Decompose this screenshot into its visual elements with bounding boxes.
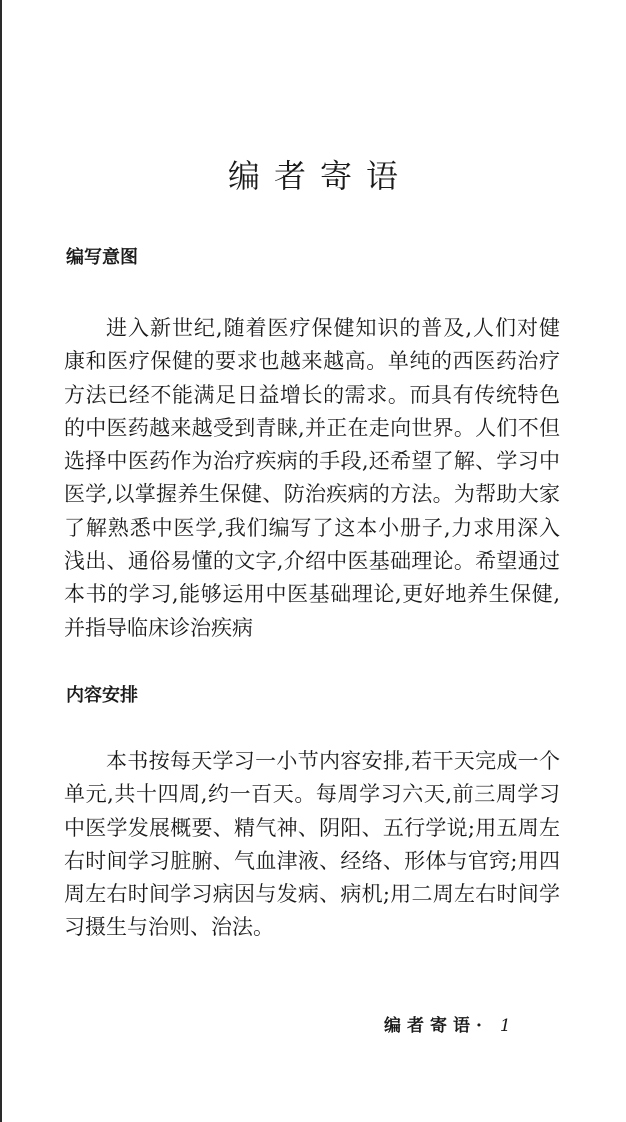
section-paragraph-arrangement: 本书按每天学习一小节内容安排,若干天完成一个单元,共十四周,约一百天。每周学习六天,前三周学习中医学发展概要、精气神、阴阳、五行学说;用五周左右时间学习脏腑、气血津液、经络、形体与官窍;用四周左右时间学习病因与发病、病机;用二周左右时间学习摄生与治则、治法。 xyxy=(64,749,560,940)
section-heading-arrangement: 内容安排 xyxy=(66,685,138,706)
page-title: 编者寄语 xyxy=(227,157,412,195)
running-title: 编者寄语· xyxy=(384,1016,488,1036)
section-heading-intent: 编写意图 xyxy=(66,247,138,268)
section-paragraph-intent: 进入新世纪,随着医疗保健知识的普及,人们对健康和医疗保健的要求也越来越高。单纯的西医药治疗方法已经不能满足日益增长的需求。而具有传统特色的中医药越来越受到青睐,并正在走向世界。人们不但选择中医药作为治疗疾病的手段,还希望了解、学习中医学,以掌握养生保健、防治疾病的方法。为帮助大家了解熟悉中医学,我们编写了这本小册子,力求用深入浅出、通俗易懂的文字,介绍中医基础理论。希望通过本书的学习,能够运用中医基础理论,更好地养生保健,并指导临床诊治疾病 xyxy=(64,316,560,640)
page-footer xyxy=(384,1014,511,1038)
page-number: 1 xyxy=(499,1016,511,1036)
